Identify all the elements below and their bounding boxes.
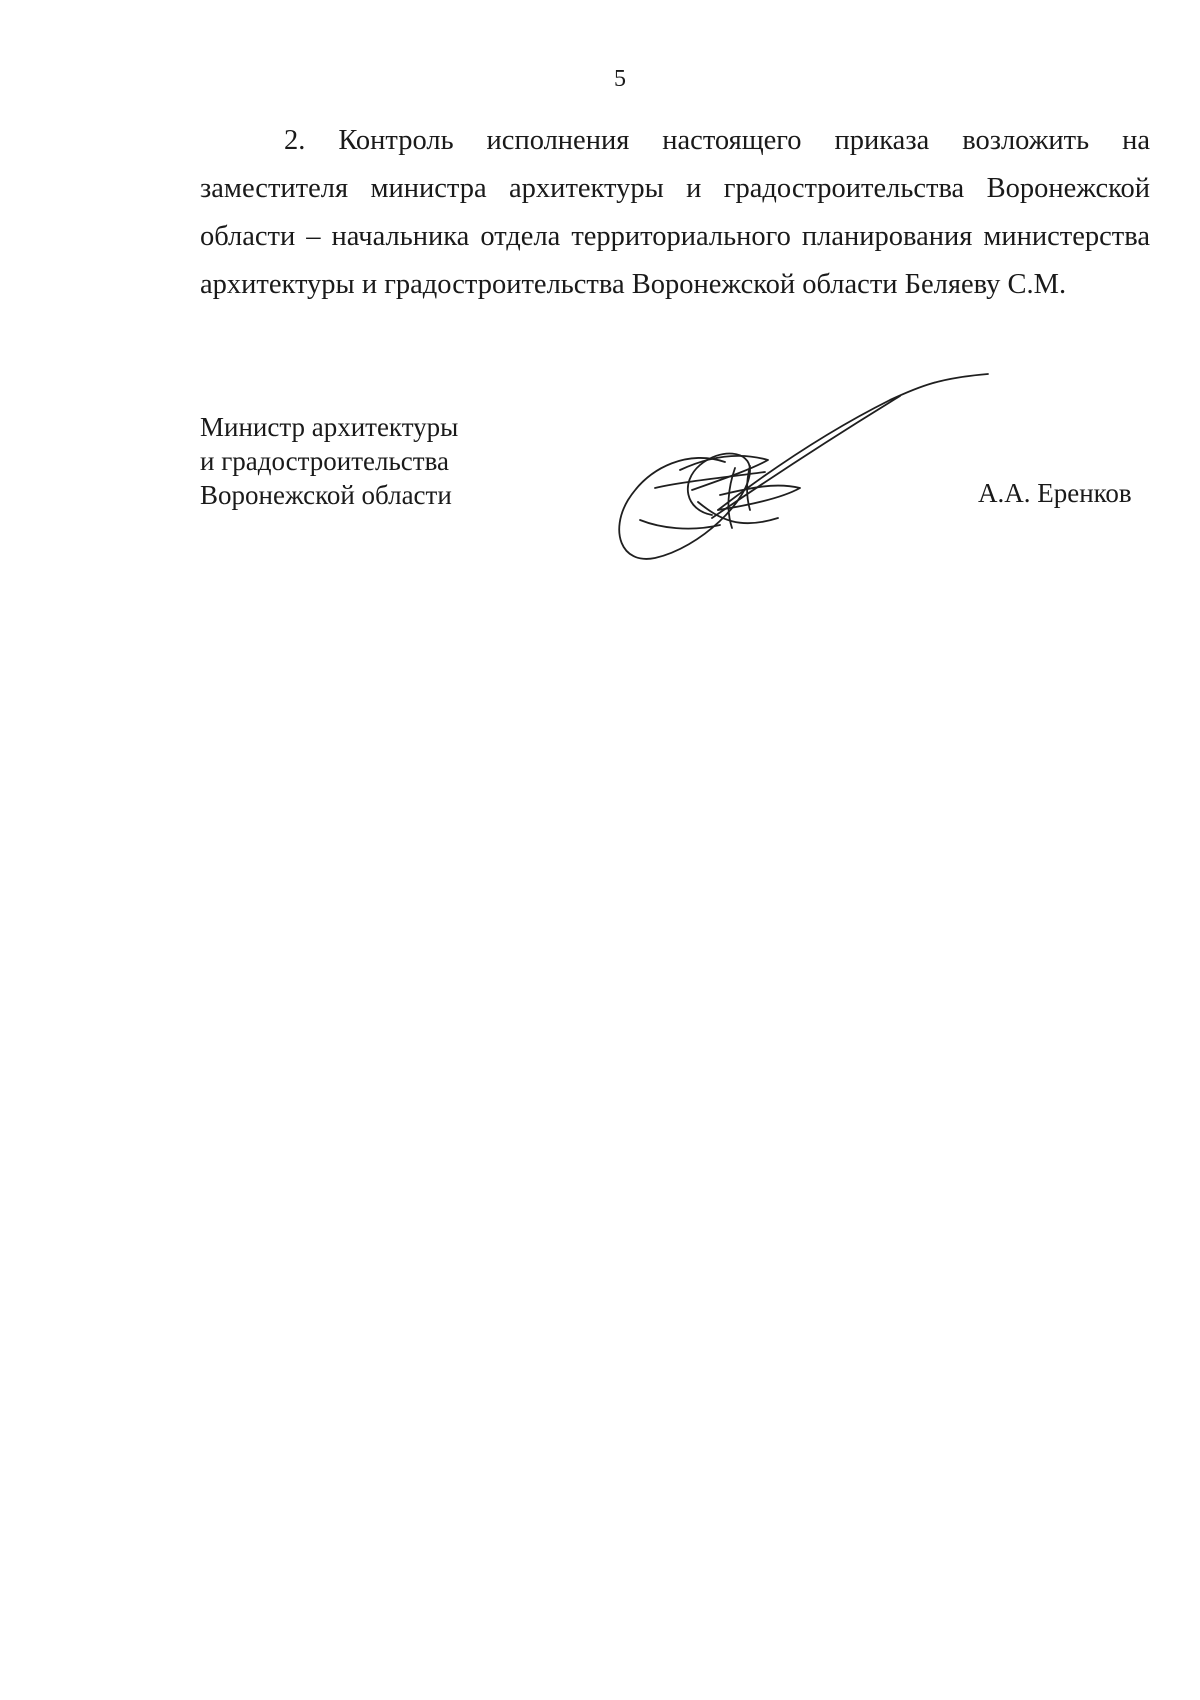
signatory-title-line: Министр архитектуры xyxy=(200,412,459,442)
page-number: 5 xyxy=(614,66,626,92)
signatory-title xyxy=(200,410,458,512)
signatory-name: А.А. Еренков xyxy=(978,478,1132,508)
signatory-title-line: Воронежской области xyxy=(200,480,452,510)
signatory-title-line: и градостроительства xyxy=(200,446,449,476)
handwritten-signature xyxy=(600,370,1000,590)
body-paragraph: 2. Контроль исполнения настоящего приказа возложить на заместителя министра архитектуры и градостроительства Воронежской области – начальника отдела территориального планирования министерства архитектуры и градостроительства Воронежской области Беляеву С.М. xyxy=(200,125,1150,300)
